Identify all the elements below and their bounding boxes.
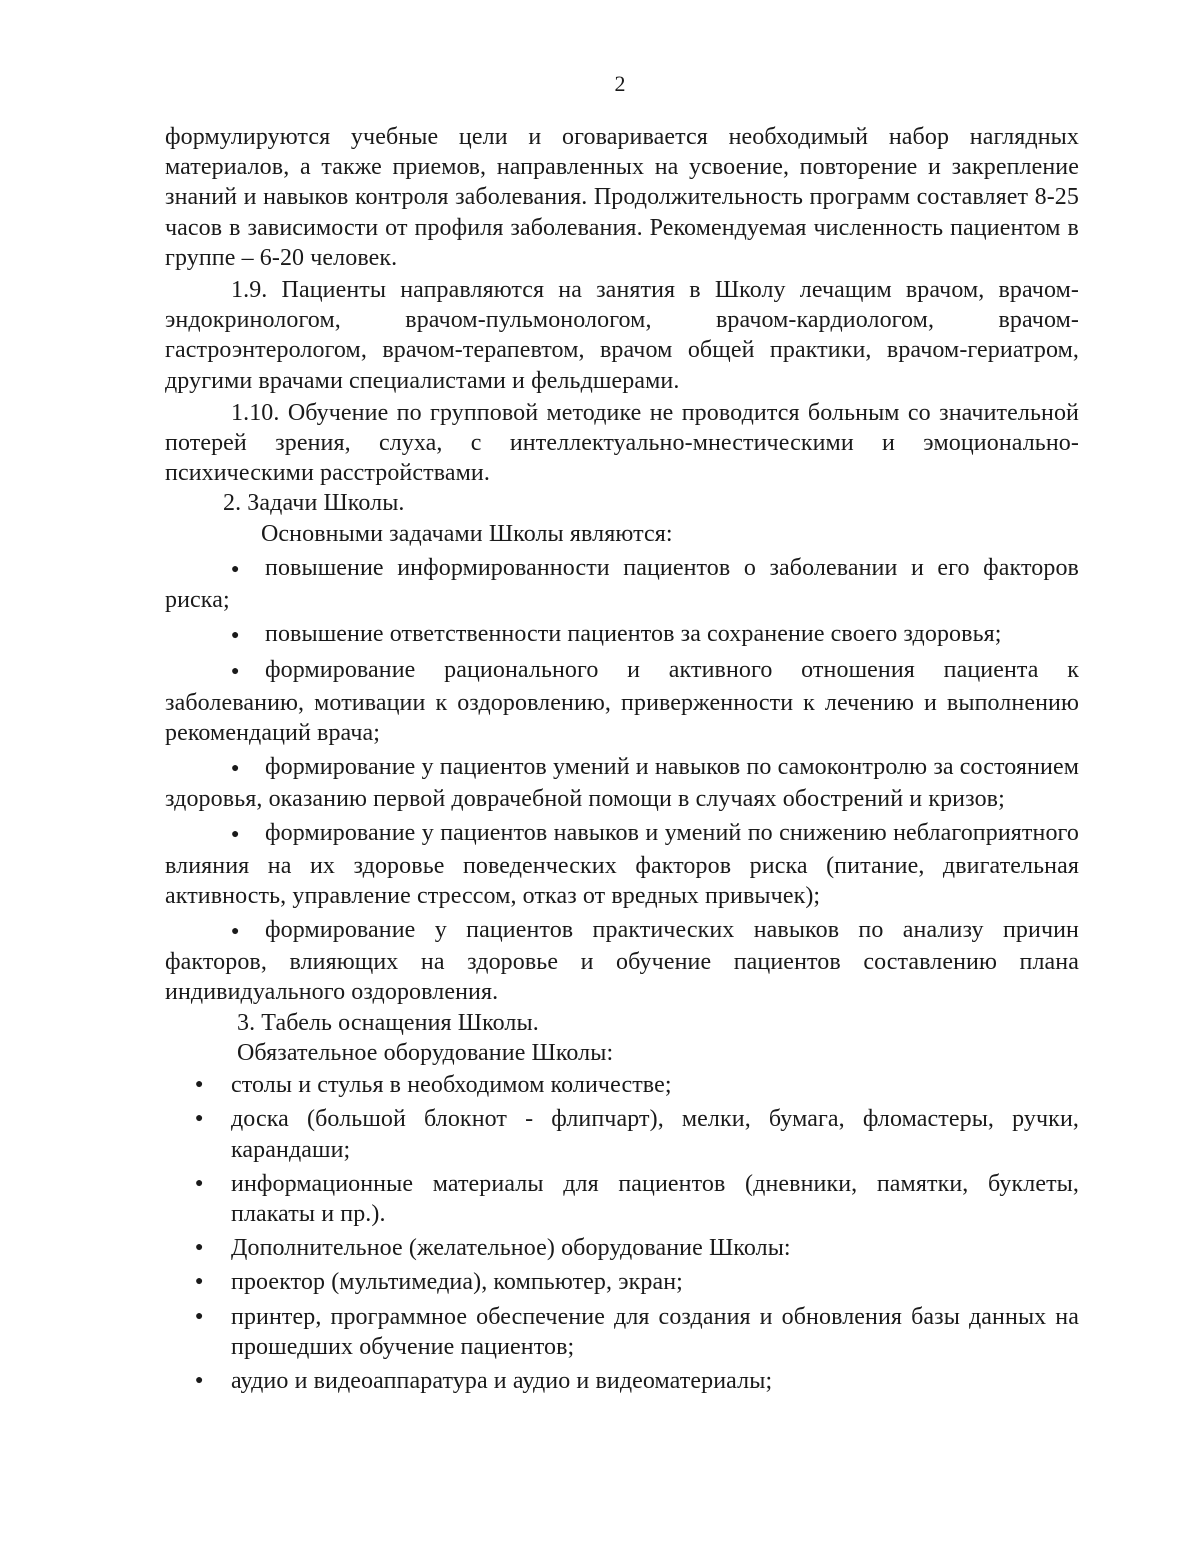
equipment-list <box>165 1070 1079 1396</box>
equipment-text: доска (большой блокнот - флипчарт), мелки, бумага, фломастеры, ручки, карандаши; <box>231 1106 1079 1163</box>
section-3-heading: 3. Табель оснащения Школы. <box>237 1009 539 1036</box>
bullet-icon: ● <box>195 1274 204 1290</box>
section-2-heading: 2. Задачи Школы. <box>223 490 405 517</box>
equipment-text: Дополнительное (желательное) оборудование Школы: <box>231 1235 791 1262</box>
equipment-text: столы и стулья в необходимом количестве; <box>231 1072 672 1099</box>
task-text: формирование рационального и активного отношения пациента к заболеванию, мотивации к оздоровлению, приверженности к лечению и выполнению рекомендаций врача; <box>165 657 1079 746</box>
page-number: 2 <box>614 71 626 96</box>
bullet-icon: ● <box>231 561 240 577</box>
equipment-text: информационные материалы для пациентов (дневники, памятки, буклеты, плакаты и пр.). <box>231 1170 1079 1227</box>
bullet-icon: ● <box>195 1175 204 1191</box>
bullet-icon: ● <box>231 628 240 644</box>
task-text: формирование у пациентов практических навыков по анализу причин факторов, влияющих на здоровье и обучение пациентов составлению плана индивидуального оздоровления. <box>165 917 1079 1006</box>
list-item <box>165 1233 1079 1263</box>
list-item <box>165 1302 1079 1362</box>
task-item <box>165 818 1079 911</box>
task-text: формирование у пациентов навыков и умений по снижению неблагоприятного влияния на их здоровье поведенческих факторов риска (питание, двигательная активность, управление стрессом, отказ от вредных привычек); <box>165 820 1079 909</box>
bullet-icon: ● <box>231 761 240 777</box>
task-item <box>165 619 1079 651</box>
bullet-icon: ● <box>231 664 240 680</box>
task-text: повышение ответственности пациентов за сохранение своего здоровья; <box>265 621 1002 648</box>
task-text: формирование у пациентов умений и навыков по самоконтролю за состоянием здоровья, оказанию первой доврачебной помощи в случаях обострений и кризов; <box>165 754 1079 813</box>
list-item <box>165 1169 1079 1229</box>
task-item <box>165 915 1079 1008</box>
task-text: повышение информированности пациентов о заболевании и его факторов риска; <box>165 554 1079 614</box>
paragraph-1-10: 1.10. Обучение по групповой методике не проводится больным со значительной потерей зрения, слуха, с интеллектуально-мнестическими и эмоционально-психическими расстройствами. <box>165 399 1079 487</box>
bullet-icon: ● <box>195 1077 204 1093</box>
bullet-icon: ● <box>195 1240 204 1256</box>
list-item <box>165 1267 1079 1297</box>
list-item <box>165 1366 1079 1396</box>
list-item <box>165 1070 1079 1100</box>
paragraph-1-9: 1.9. Пациенты направляются на занятия в Школу лечащим врачом, врачом-эндокринологом, врачом-пульмонологом, врачом-кардиологом, врачом-гастроэнтерологом, врачом-терапевтом, врачом общей практики, врачом-гериатром, другими врачами специалистами и фельдшерами. <box>165 277 1079 394</box>
list-item <box>165 1104 1079 1164</box>
equipment-text: проектор (мультимедиа), компьютер, экран; <box>231 1269 683 1296</box>
task-item <box>165 752 1079 814</box>
equipment-text: принтер, программное обеспечение для создания и обновления базы данных на прошедших обучение пациентов; <box>231 1303 1079 1360</box>
bullet-icon: ● <box>231 827 240 843</box>
bullet-icon: ● <box>195 1308 204 1324</box>
equipment-text: аудио и видеоаппаратура и аудио и видеоматериалы; <box>231 1367 773 1394</box>
task-item <box>165 553 1079 615</box>
section-3-subheading: Обязательное оборудование Школы: <box>237 1039 614 1066</box>
intro-paragraph: формулируются учебные цели и оговаривается необходимый набор наглядных материалов, а также приемов, направленных на усвоение, повторение и закрепление знаний и навыков контроля заболевания. Продолжительность программ составляет 8-25 часов в зависимости от профиля заболевания. Рекомендуемая численность пациентом в группе – 6-20 человек. <box>165 124 1079 271</box>
section-2-subheading: Основными задачами Школы являются: <box>261 520 673 547</box>
bullet-icon: ● <box>231 924 240 940</box>
bullet-icon: ● <box>195 1372 204 1388</box>
document-body <box>165 122 1079 1400</box>
bullet-icon: ● <box>195 1111 204 1127</box>
task-item <box>165 655 1079 748</box>
